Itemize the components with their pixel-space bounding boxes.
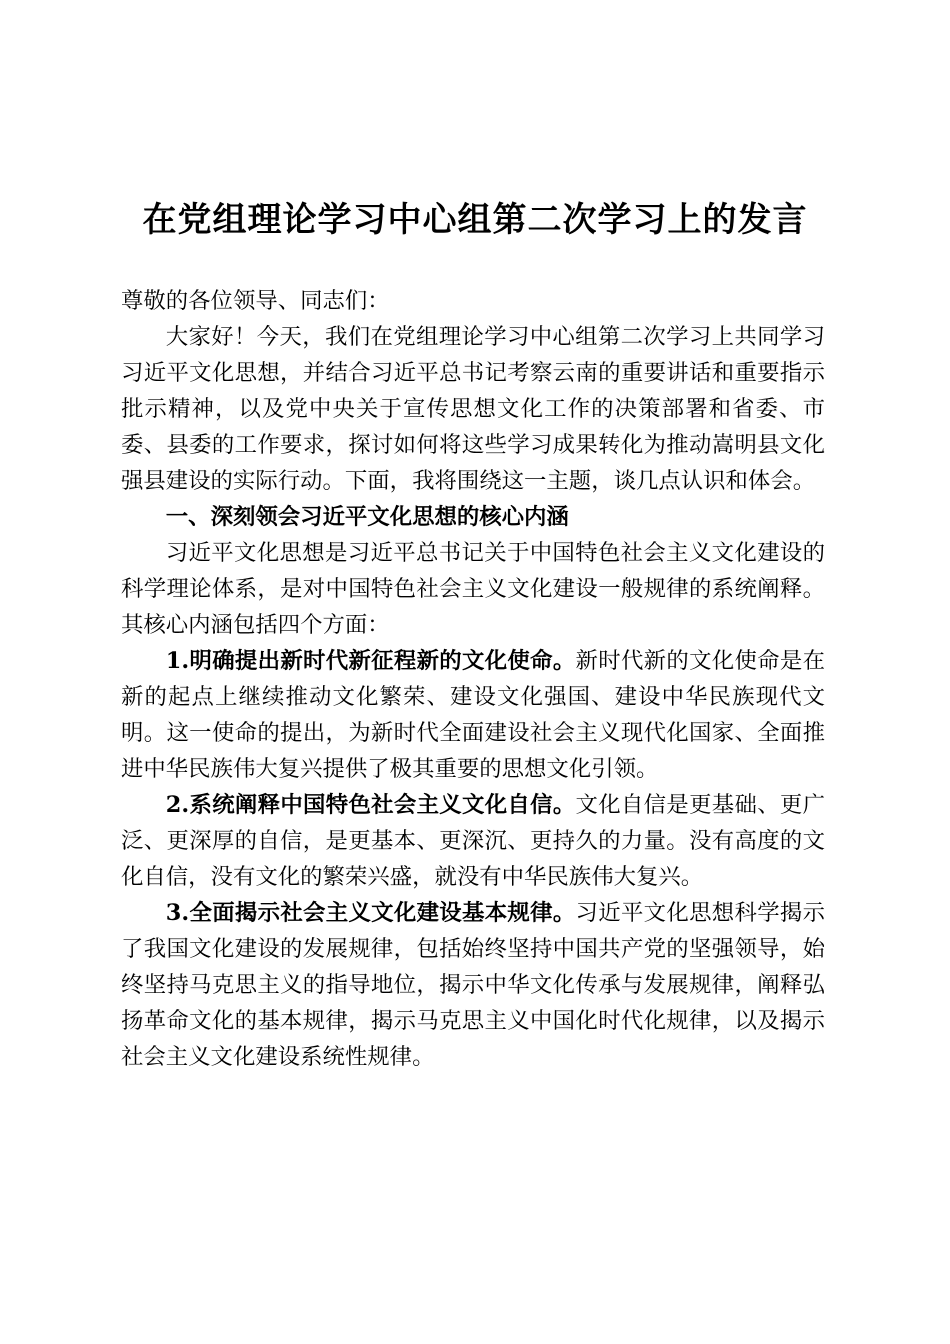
point-lead: 2.系统阐释中国特色社会主义文化自信。 bbox=[165, 792, 576, 818]
point-text: 习近平文化思想科学揭示了我国文化建设的发展规律，包括始终坚持中国共产党的坚强领导，始终坚持马克思主义的指导地位，揭示中华文化传承与发展规律，阐释弘扬革命文化的基本规律，揭示马克思主义中国化时代化规律，以及揭示社会主义文化建设系统性规律。 bbox=[121, 900, 826, 1070]
section-paragraph: 习近平文化思想是习近平总书记关于中国特色社会主义文化建设的科学理论体系，是对中国特色社会主义文化建设一般规律的系统阐释。其核心内涵包括四个方面： bbox=[121, 540, 825, 638]
section-heading: 一、深刻领会习近平文化思想的核心内涵 bbox=[165, 504, 569, 530]
salutation: 尊敬的各位领导、同志们： bbox=[121, 288, 390, 314]
point-paragraph bbox=[121, 643, 825, 787]
point-lead: 3.全面揭示社会主义文化建设基本规律。 bbox=[165, 900, 576, 926]
point-paragraph bbox=[121, 895, 825, 1075]
point-text: 文化自信是更基础、更广泛、更深厚的自信，是更基本、更深沉、更持久的力量。没有高度的文化自信，没有文化的繁荣兴盛，就没有中华民族伟大复兴。 bbox=[121, 792, 826, 890]
point-paragraph bbox=[121, 787, 825, 895]
point-text: 新时代新的文化使命是在新的起点上继续推动文化繁荣、建设文化强国、建设中华民族现代文明。这一使命的提出，为新时代全面建设社会主义现代化国家、全面推进中华民族伟大复兴提供了极其重要的思想文化引领。 bbox=[121, 648, 826, 782]
intro-paragraph: 大家好！今天，我们在党组理论学习中心组第二次学习上共同学习习近平文化思想，并结合习近平总书记考察云南的重要讲话和重要指示批示精神，以及党中央关于宣传思想文化工作的决策部署和省委、市委、县委的工作要求，探讨如何将这些学习成果转化为推动嵩明县文化强县建设的实际行动。下面，我将围绕这一主题，谈几点认识和体会。 bbox=[121, 324, 825, 494]
document-title: 在党组理论学习中心组第二次学习上的发言 bbox=[142, 200, 808, 240]
point-lead: 1.明确提出新时代新征程新的文化使命。 bbox=[165, 648, 576, 674]
document-body bbox=[121, 283, 825, 1075]
